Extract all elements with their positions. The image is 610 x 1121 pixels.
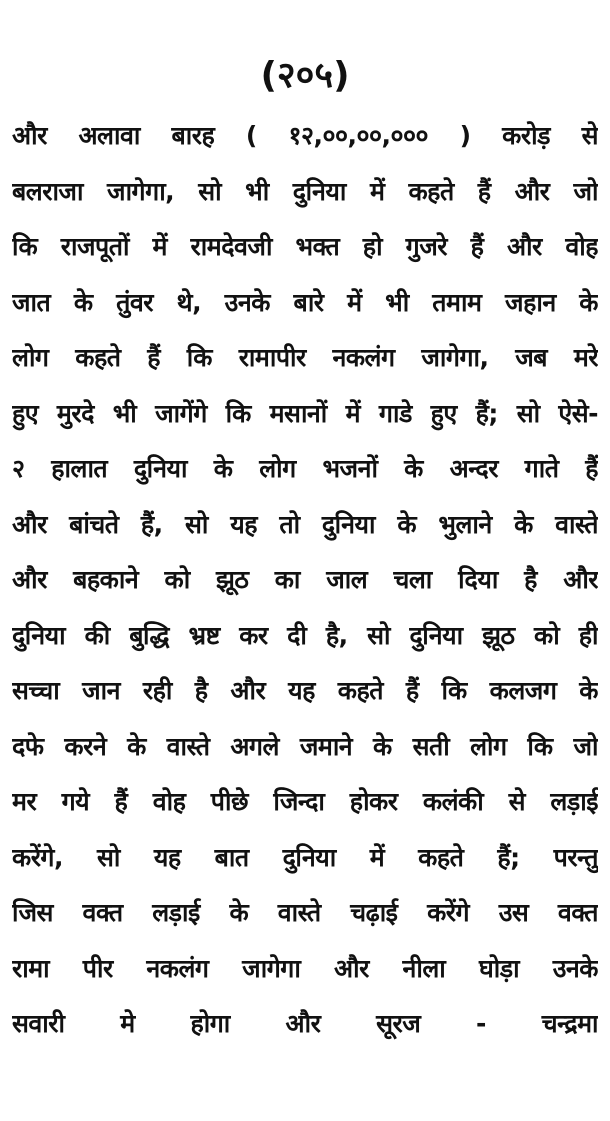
page-number: (२०५) [260, 55, 350, 96]
text-line: और बांचते हैं, सो यह तो दुनिया के भुलाने के वास्ते [12, 509, 598, 539]
text-line: दफे करने के वास्ते अगले जमाने के सती लोग कि जो [12, 731, 598, 761]
text-line: सच्चा जान रही है और यह कहते हैं कि कलजग के [12, 676, 598, 705]
text-line: करेंगे, सो यह बात दुनिया में कहते हैं; परन्तु [12, 842, 598, 872]
text-line: लोग कहते हैं कि रामापीर नकलंग जागेगा, जब मरे [12, 343, 598, 372]
text-line: और अलावा बारह ( १२,००,००,००० ) करोड़ से [12, 121, 598, 150]
text-line: दुनिया की बुद्धि भ्रष्ट कर दी है, सो दुनिया झूठ को ही [12, 620, 598, 650]
text-line: रामा पीर नकलंग जागेगा और नीला घोड़ा उनके [12, 953, 598, 983]
text-line: बलराजा जागेगा, सो भी दुनिया में कहते हैं और जो [12, 176, 598, 206]
text-line: २ हालात दुनिया के लोग भजनों के अन्दर गाते हैं [12, 454, 598, 483]
text-line: जिस वक्त लड़ाई के वास्ते चढ़ाई करेंगे उस वक्त [12, 898, 598, 927]
text-line: सवारी मे होगा और सूरज - चन्द्रमा [12, 1009, 598, 1038]
text-line: और बहकाने को झूठ का जाल चला दिया है और [12, 565, 598, 594]
text-line: जात के तुंवर थे, उनके बारे में भी तमाम जहान के [12, 287, 598, 317]
text-line: मर गये हैं वोह पीछे जिन्दा होकर कलंकी से लड़ाई [12, 787, 598, 816]
text-line: कि राजपूतों में रामदेवजी भक्त हो गुजरे हैं और वोह [12, 232, 598, 261]
body-text [12, 108, 598, 1052]
text-line: हुए मुरदे भी जागेंगे कि मसानों में गाडे हुए हैं; सो ऐसे- [12, 398, 598, 428]
